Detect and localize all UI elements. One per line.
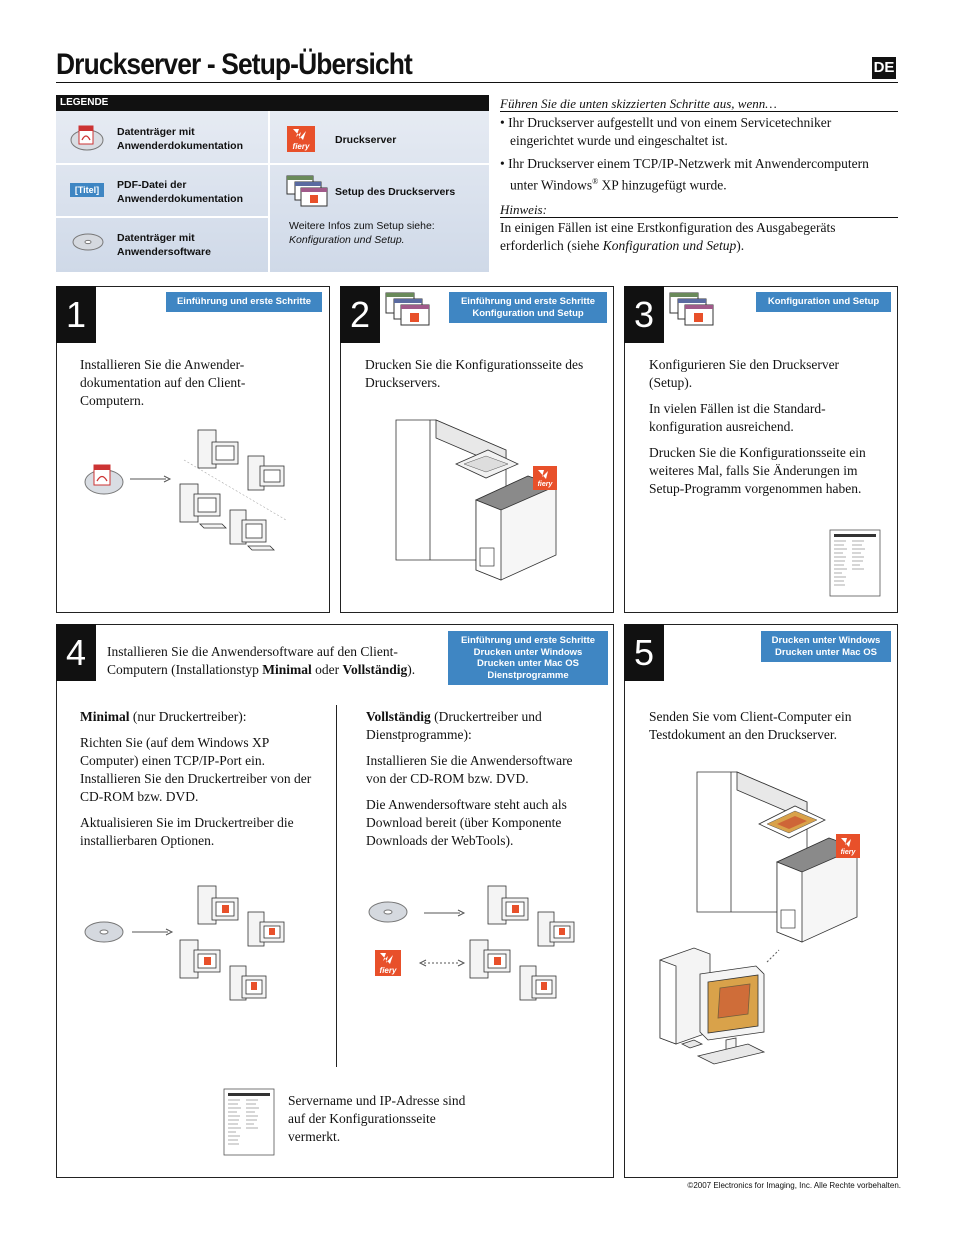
- legend-divider: [56, 163, 268, 165]
- setup-windows-icon: [670, 293, 714, 325]
- legend-note: Weitere Infos zum Setup siehe: Konfiguration und Setup.: [289, 220, 435, 246]
- step-text: Installieren Sie die Anwender- dokumentation auf den Client- Computern.: [80, 357, 246, 408]
- step-intro: Installieren Sie die Anwendersoftware auf den Client-Computern (Installationstyp Minimal oder Vollständig).: [107, 644, 416, 677]
- copyright: ©2007 Electronics for Imaging, Inc. Alle Rechte vorbehalten.: [687, 1181, 901, 1190]
- hint-heading: Hinweis:: [500, 202, 547, 217]
- legend-item-label: Setup des Druckservers: [335, 186, 456, 198]
- intro-heading: Führen Sie die unten skizzierten Schritte aus, wenn…: [500, 96, 777, 111]
- client-computers-illustration: [176, 420, 296, 560]
- language-badge: DE: [872, 57, 896, 79]
- hint-text: In einigen Fällen ist eine Erstkonfiguration des Ausgabegeräts erforderlich (siehe Konfiguration und Setup).: [500, 220, 836, 253]
- setup-windows-icon: [287, 176, 327, 206]
- legend-divider: [270, 163, 489, 165]
- doc-reference-tag: Einführung und erste Schritte Konfiguration und Setup: [449, 292, 607, 323]
- doc-reference-tag: Einführung und erste Schritte: [166, 292, 322, 312]
- step-number: 3: [624, 286, 664, 343]
- svg-text:fiery: fiery: [292, 142, 310, 151]
- doc-reference-tag: Drucken unter Windows Drucken unter Mac OS: [761, 631, 891, 662]
- legend-item-label: Datenträger mit Anwendersoftware: [117, 232, 211, 258]
- legend-divider: [56, 216, 268, 218]
- step-text: Drucken Sie die Konfigurationsseite des Druckservers.: [365, 357, 584, 390]
- client-computers-illustration: [466, 876, 586, 1016]
- config-page-icon: [224, 1089, 274, 1157]
- bidirectional-arrow-icon: [420, 958, 464, 968]
- step-number: 2: [340, 286, 380, 343]
- page-title: Druckserver - Setup-Übersicht: [56, 48, 412, 81]
- arrow-icon: [130, 474, 170, 484]
- arrow-icon: [132, 927, 172, 937]
- svg-text:fiery: fiery: [379, 966, 397, 975]
- fiery-logo-icon: [375, 950, 401, 976]
- client-computer-illustration: [660, 944, 770, 1074]
- cd-icon: [72, 232, 104, 252]
- config-page-icon: [830, 530, 880, 598]
- printer-server-illustration: [697, 772, 867, 962]
- legend-item-label: Datenträger mit Anwenderdokumentation: [117, 126, 244, 152]
- step-text: Senden Sie vom Client-Computer ein Testdokument an den Druckserver.: [649, 709, 852, 742]
- intro-rule: [500, 217, 898, 218]
- minimal-install-text: Minimal (nur Druckertreiber): Richten Sie (auf dem Windows XP Computer) einen TCP/IP-Port ein. Installieren Sie den Druckertreiber von der CD-ROM bzw. DVD. Aktualisieren Sie im Druckertreiber die installierbaren Optionen.: [80, 709, 312, 848]
- pdf-cd-icon: [70, 124, 104, 152]
- title-rule: [56, 82, 898, 83]
- intro-bullet: • Ihr Druckserver aufgestellt und von einem Servicetechniker eingerichtet wurde und eingeschaltet ist.: [500, 115, 832, 148]
- svg-text:fiery: fiery: [840, 849, 856, 856]
- legend-item-label: PDF-Datei der Anwenderdokumentation: [117, 179, 244, 205]
- intro-rule: [500, 111, 898, 112]
- printer-server-illustration: [396, 420, 566, 585]
- svg-text:fiery: fiery: [537, 481, 553, 488]
- step-number: 4: [56, 624, 96, 681]
- step-text: Konfigurieren Sie den Druckserver (Setup). In vielen Fällen ist die Standard- konfiguration ausreichend. Drucken Sie die Konfigurationsseite ein weiteres Mal, falls Sie Änderungen im Setup-Programm vorgenommen haben.: [649, 357, 866, 496]
- legend-divider: [268, 111, 270, 272]
- fiery-logo-icon: [287, 126, 315, 152]
- pdf-cd-icon: [84, 462, 124, 496]
- cd-icon: [368, 900, 408, 924]
- legend-item-label: Druckserver: [335, 134, 397, 146]
- column-divider: [336, 705, 337, 1067]
- legend-header: LEGENDE: [56, 95, 489, 111]
- step-number: 5: [624, 624, 664, 681]
- doc-reference-tag: Einführung und erste Schritte Drucken unter Windows Drucken unter Mac OS Dienstprogramme: [448, 631, 608, 685]
- footer-note: Servername und IP-Adresse sind auf der Konfigurationsseite vermerkt.: [288, 1093, 466, 1144]
- step-number: 1: [56, 286, 96, 343]
- arrow-icon: [424, 908, 464, 918]
- setup-windows-icon: [386, 293, 430, 325]
- cd-icon: [84, 920, 124, 944]
- full-install-text: Vollständig (Druckertreiber und Dienstprogramme): Installieren Sie die Anwendersoftware von der CD-ROM bzw. DVD. Die Anwendersoftware steht auch als Download bereit (über Komponente Downloads der WebTools).: [366, 709, 573, 848]
- doc-reference-tag: Konfiguration und Setup: [756, 292, 891, 312]
- intro-bullet: • Ihr Druckserver einem TCP/IP-Netzwerk mit Anwendercomputern unter Windows® XP hinzugefügt wurde.: [500, 156, 869, 192]
- client-computers-illustration: [176, 876, 296, 1016]
- titel-tag: [Titel]: [70, 183, 104, 197]
